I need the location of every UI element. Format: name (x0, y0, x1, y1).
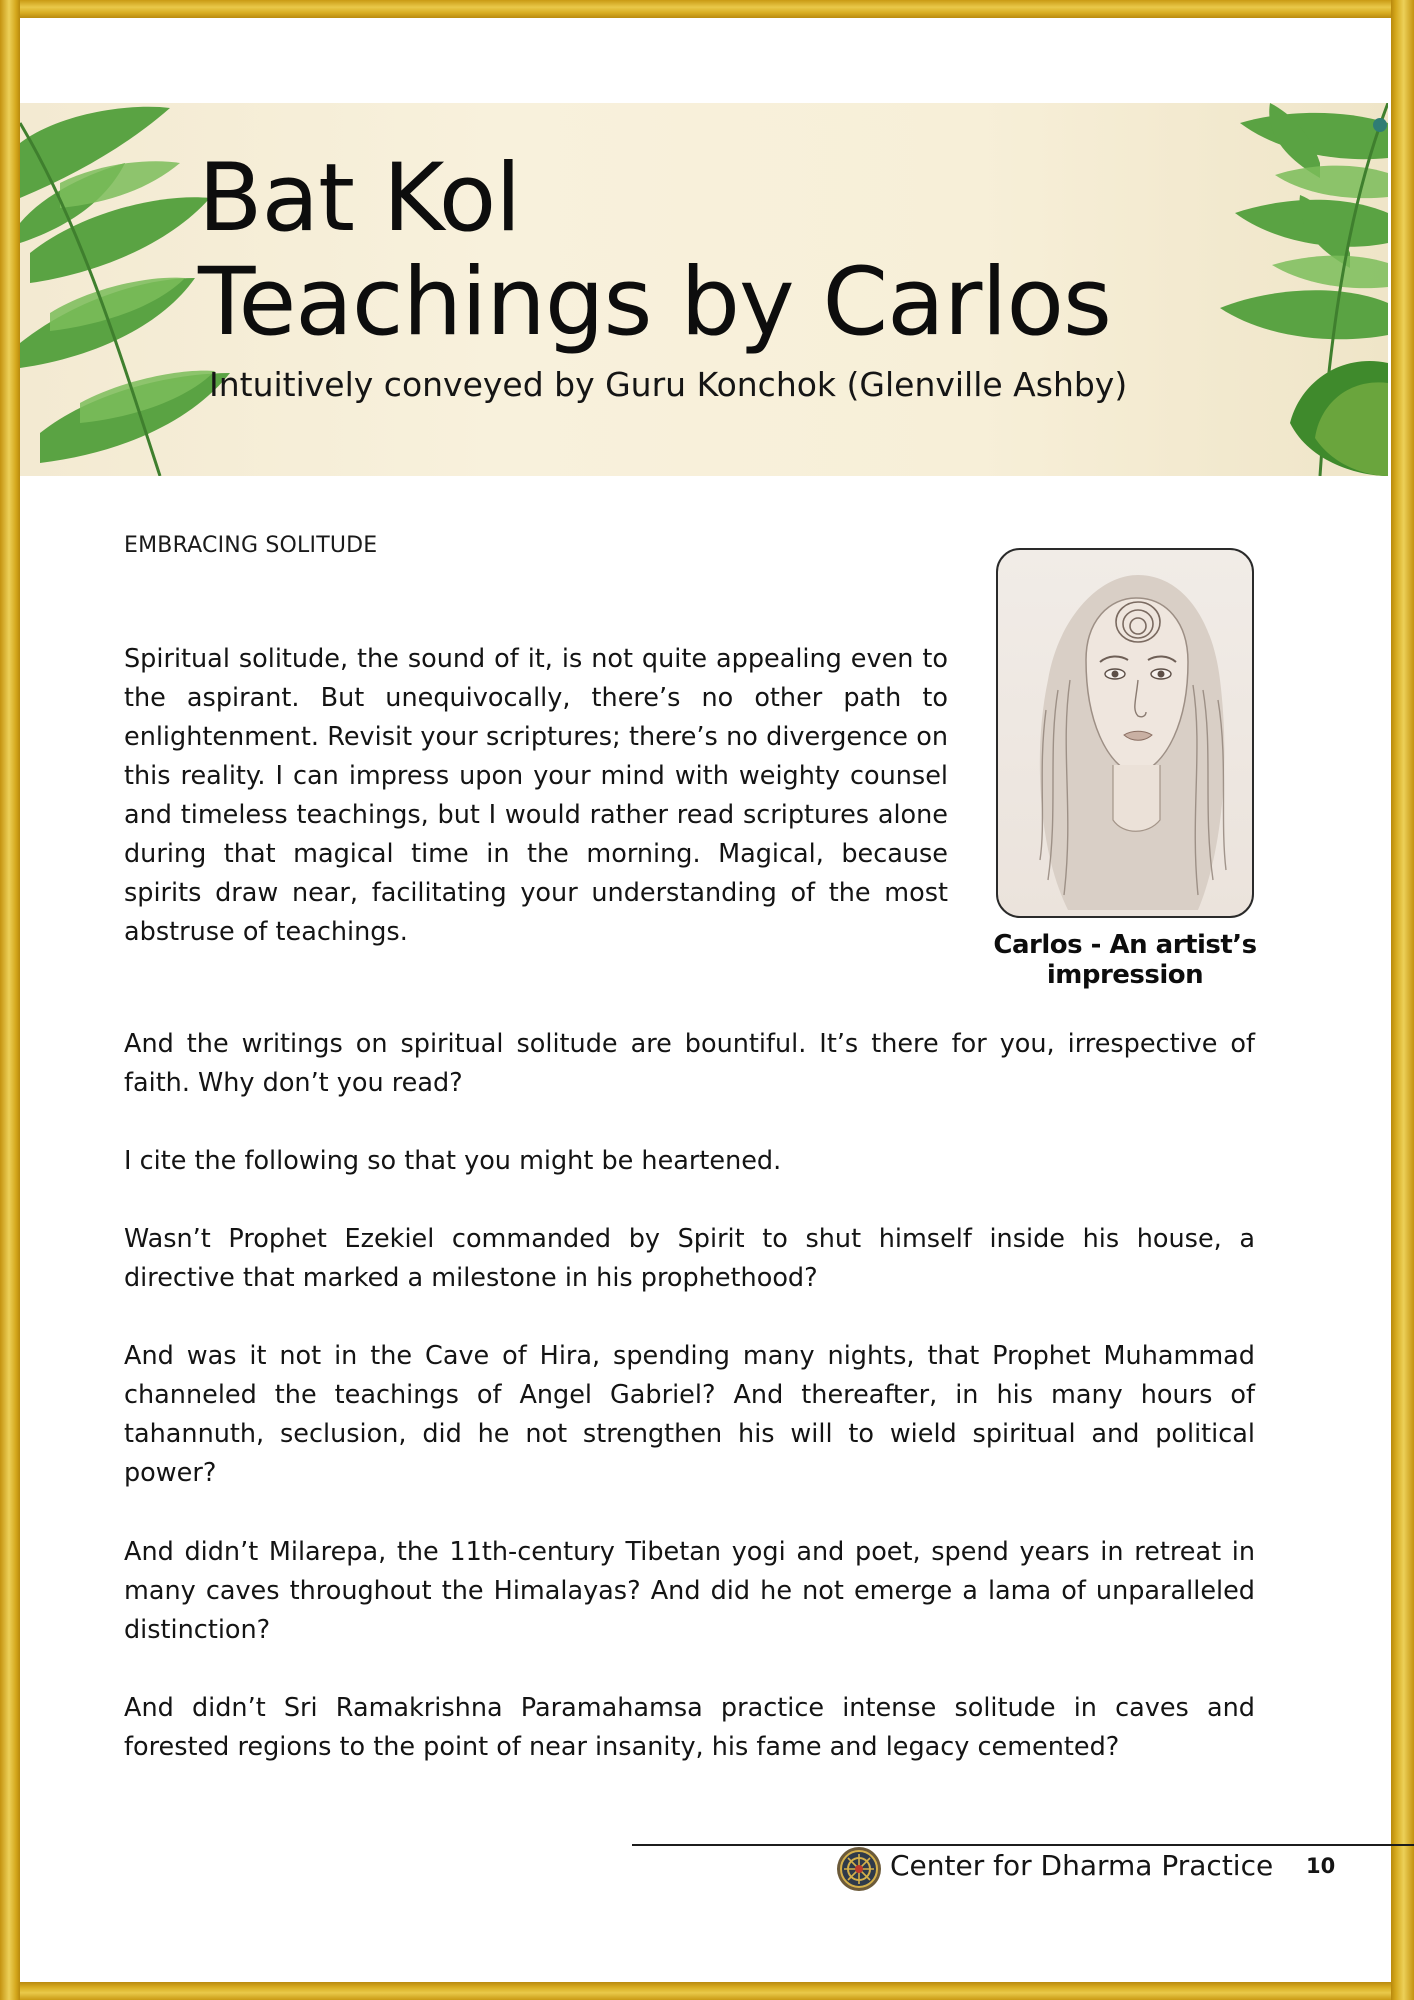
paragraph-2: And the writings on spiritual solitude are bountiful. It’s there for you, irrespective of faith. Why don’t you read? (124, 1029, 1255, 1098)
page-number: 10 (1306, 1854, 1336, 1878)
portrait-caption: Carlos - An artist’s impression (993, 930, 1257, 990)
gold-frame-right (1391, 0, 1414, 2000)
gold-frame-top (0, 0, 1414, 18)
dharma-wheel-logo-icon (836, 1846, 882, 1892)
page-title (198, 144, 1112, 357)
paragraph-6: And didn’t Milarepa, the 11th-century Tibetan yogi and poet, spend years in retreat in many caves throughout the Himalayas? And did he not emerge a lama of unparalleled distinction? (124, 1537, 1255, 1645)
footer-organization: Center for Dharma Practice (890, 1849, 1274, 1882)
gold-frame-bottom (0, 1982, 1414, 2000)
portrait-illustration (996, 548, 1254, 918)
paragraph-3: I cite the following so that you might be heartened. (124, 1146, 782, 1176)
page-title-line-1: Bat Kol (198, 144, 521, 253)
section-heading: EMBRACING SOLITUDE (124, 533, 378, 558)
paragraph-5: And was it not in the Cave of Hira, spending many nights, that Prophet Muhammad channeled the teachings of Angel Gabriel? And thereafter, in his many hours of tahannuth, seclusion, did he not strengthen his will to wield spiritual and political power? (124, 1341, 1255, 1488)
paragraph-7: And didn’t Sri Ramakrishna Paramahamsa practice intense solitude in caves and forested regions to the point of near insanity, his fame and legacy cemented? (124, 1693, 1255, 1762)
header-banner (20, 103, 1388, 476)
gold-frame-left (0, 0, 20, 2000)
paragraph-1: Spiritual solitude, the sound of it, is not quite appealing even to the aspirant. But unequivocally, there’s no other path to enlightenment. Revisit your scriptures; there’s no divergence on this reality. I can impress upon your mind with weighty counsel and timeless teachings, but I would rather read scriptures alone during that magical time in the morning. Magical, because spirits draw near, facilitating your understanding of the most abstruse of teachings. (124, 644, 948, 947)
footer-divider (632, 1844, 1414, 1846)
paragraph-4: Wasn’t Prophet Ezekiel commanded by Spirit to shut himself inside his house, a directive that marked a milestone in his prophethood? (124, 1224, 1255, 1293)
portrait-sketch-icon (998, 550, 1254, 918)
page-title-line-2: Teachings by Carlos (198, 248, 1112, 357)
page-subtitle: Intuitively conveyed by Guru Konchok (Glenville Ashby) (209, 365, 1128, 404)
